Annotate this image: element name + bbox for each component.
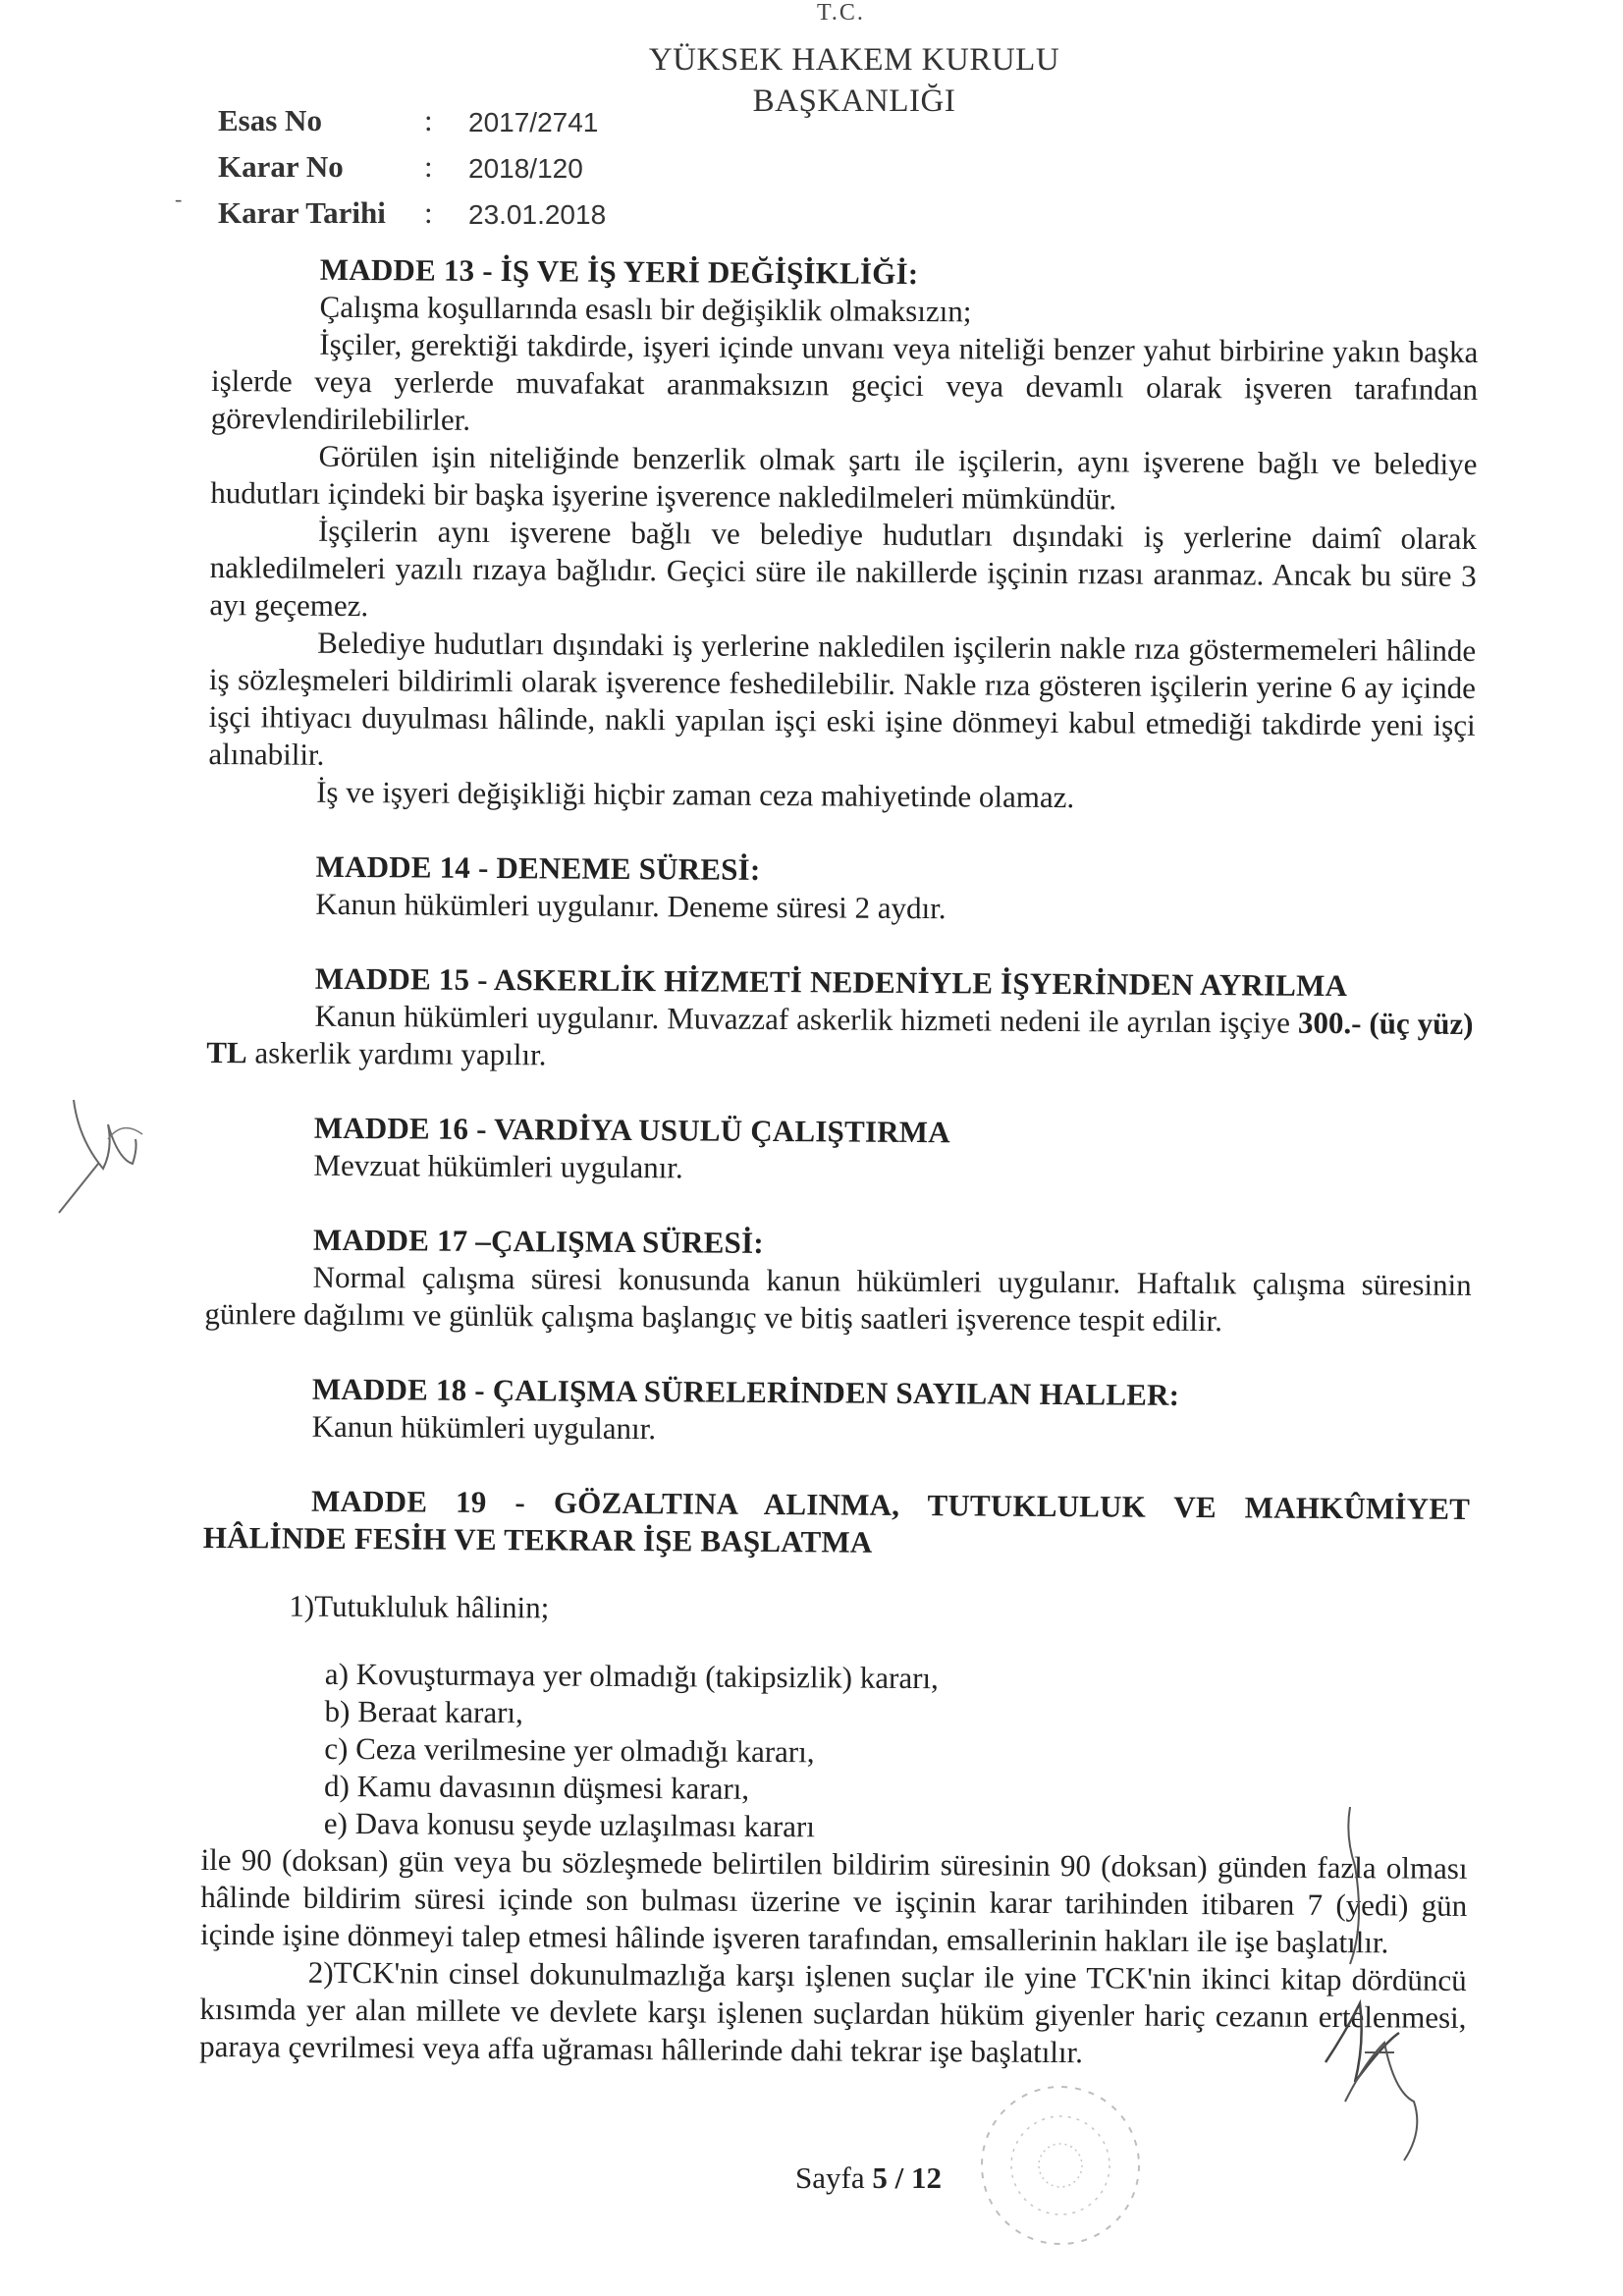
article-15-p1 xyxy=(206,997,1473,1080)
article-14-title: MADDE 14 - DENEME SÜRESİ: xyxy=(315,848,761,887)
article-19-list xyxy=(324,1656,1469,1850)
margin-mark: - xyxy=(175,187,183,211)
article-18-p1: Kanun hükümleri uygulanır. xyxy=(311,1408,657,1447)
article-14-p1: Kanun hükümleri uygulanır. Deneme süresi 2 aydır. xyxy=(315,886,947,926)
article-16-p1: Mevzuat hükümleri uygulanır. xyxy=(313,1147,683,1185)
article-13-p3: Görülen işin niteliğinde benzerlik olmak şartı ile işçilerin, aynı işverene bağlı ve belediye hudutları içindeki bir başka işyerine işverence nakledilmeleri mümkündür. xyxy=(210,438,1478,517)
meta-sep: : xyxy=(424,195,433,230)
org-department: BAŞKANLIĞI xyxy=(752,83,956,119)
article-13-p1: Çalışma koşullarında esaslı bir değişiklik olmaksızın; xyxy=(319,289,972,329)
list-item: c) Ceza verilmesine yer olmadığı kararı, xyxy=(324,1730,815,1770)
list-item: b) Beraat kararı, xyxy=(324,1693,523,1730)
page-footer xyxy=(795,2160,942,2196)
header-tc: T.C. xyxy=(817,0,865,26)
article-18-title: MADDE 18 - ÇALIŞMA SÜRELERİNDEN SAYILAN HALLER: xyxy=(311,1371,1180,1412)
list-item: a) Kovuşturmaya yer olmadığı (takipsizlik) kararı, xyxy=(324,1656,939,1696)
military-aid-amount: 300.- (üç yüz) TL xyxy=(206,1005,1474,1070)
meta-value: 23.01.2018 xyxy=(468,199,607,230)
meta-sep: : xyxy=(424,149,433,184)
meta-row-tarih xyxy=(218,191,606,237)
article-13-p5: Belediye hudutları dışındaki iş yerlerine nakledilen işçilerin nakle rıza göstermemeleri hâlinde iş sözleşmeleri bildirimli olarak işverence feshedilebilir. Nakle rıza gösteren işçilerin yerine 6 ay içinde işçi ihtiyacı duyulması hâlinde, nakli yapılan işçi eski işine dönmeyi kabul etmediği takdirde yeni işçi alınabilir. xyxy=(208,625,1477,772)
article-19-p2: 2)TCK'nin cinsel dokunulmazlığa karşı işlenen suçlar ile yine TCK'nin ikinci kitap dördüncü kısımda yer alan millete ve devlete karşı işlenen suçlardan hüküm giyenler hariç cezanın ertelenmesi, paraya çevrilmesi veya affa uğraması hâllerinde dahi tekrar işe başlatılır. xyxy=(199,1954,1467,2070)
list-item: d) Kamu davasının düşmesi kararı, xyxy=(323,1768,750,1806)
article-17-title: MADDE 17 –ÇALIŞMA SÜRESİ: xyxy=(312,1222,764,1260)
article-17-p1: Normal çalışma süresi konusunda kanun hükümleri uygulanır. Haftalık çalışma süresinin günlere dağılımı ve günlük çalışma başlangıç ve bitiş saatleri işverence tespit edilir. xyxy=(204,1259,1472,1339)
meta-label: Esas No xyxy=(218,103,322,137)
article-13-p6: İş ve işyeri değişikliği hiçbir zaman ceza mahiyetinde olamaz. xyxy=(316,774,1075,815)
article-13-p2: İşçiler, gerektiği takdirde, işyeri içinde unvanı veya niteliği benzer yahut birbirine yakın başka işlerde veya yerlerde muvafakat aranmaksızın geçici veya devamlı olarak işveren tarafından görevlendirilebilirler. xyxy=(210,326,1479,437)
article-19-p1: ile 90 (doksan) gün veya bu sözleşmede belirtilen bildirim süresinin 90 (doksan) günden fazla olması hâlinde bildirim süresi içinde son bulması üzerine ve işçinin karar tarihinden itibaren 7 (yedi) gün içinde işine dönmeyi talep etmesi hâlinde işveren tarafından, emsallerinin hakları ile işe başlatılır. xyxy=(199,1841,1468,1960)
meta-row-karar xyxy=(218,144,606,191)
handwritten-initials-icon xyxy=(39,1080,187,1228)
article-15-text-c: askerlik yardımı yapılır. xyxy=(246,1035,547,1072)
article-19-title: MADDE 19 - GÖZALTINA ALINMA, TUTUKLULUK VE MAHKÛMİYET HÂLİNDE FESİH VE TEKRAR İŞE BAŞLATMA xyxy=(202,1483,1471,1559)
page-number: 5 / 12 xyxy=(872,2160,942,2195)
meta-value: 2018/120 xyxy=(468,153,583,184)
article-19-s1: 1)Tutukluluk hâlinin; xyxy=(289,1588,550,1625)
header-organization xyxy=(628,39,1080,122)
meta-value: 2017/2741 xyxy=(468,107,599,137)
signature-icon xyxy=(1306,1807,1453,2180)
meta-sep: : xyxy=(424,103,433,137)
org-name: YÜKSEK HAKEM KURULU xyxy=(648,42,1060,78)
meta-row-esas xyxy=(218,98,606,144)
article-16-title: MADDE 16 - VARDİYA USULÜ ÇALIŞTIRMA xyxy=(313,1110,950,1150)
article-15-text-a: Kanun hükümleri uygulanır. Muvazzaf askerlik hizmeti nedeni ile ayrılan işçiye xyxy=(314,998,1299,1040)
footer-prefix: Sayfa xyxy=(795,2160,873,2195)
meta-label: Karar No xyxy=(218,149,344,184)
meta-label: Karar Tarihi xyxy=(218,195,386,230)
article-13-title: MADDE 13 - İŞ VE İŞ YERİ DEĞİŞİKLİĞİ: xyxy=(319,251,919,292)
list-item: e) Dava konusu şeyde uzlaşılması kararı xyxy=(323,1805,816,1844)
official-seal-icon xyxy=(933,2072,1188,2259)
document-body xyxy=(199,250,1479,2074)
case-meta xyxy=(218,98,606,237)
article-13-p4: İşçilerin aynı işverene bağlı ve belediye hudutları dışındaki iş yerlerine daimî olarak nakledilmeleri yazılı rızaya bağlıdır. Geçici süre ile nakillerde işçinin rızası aranmaz. Ancak bu süre 3 ayı geçemez. xyxy=(209,513,1478,624)
article-15-title: MADDE 15 - ASKERLİK HİZMETİ NEDENİYLE İŞYERİNDEN AYRILMA xyxy=(314,960,1348,1004)
